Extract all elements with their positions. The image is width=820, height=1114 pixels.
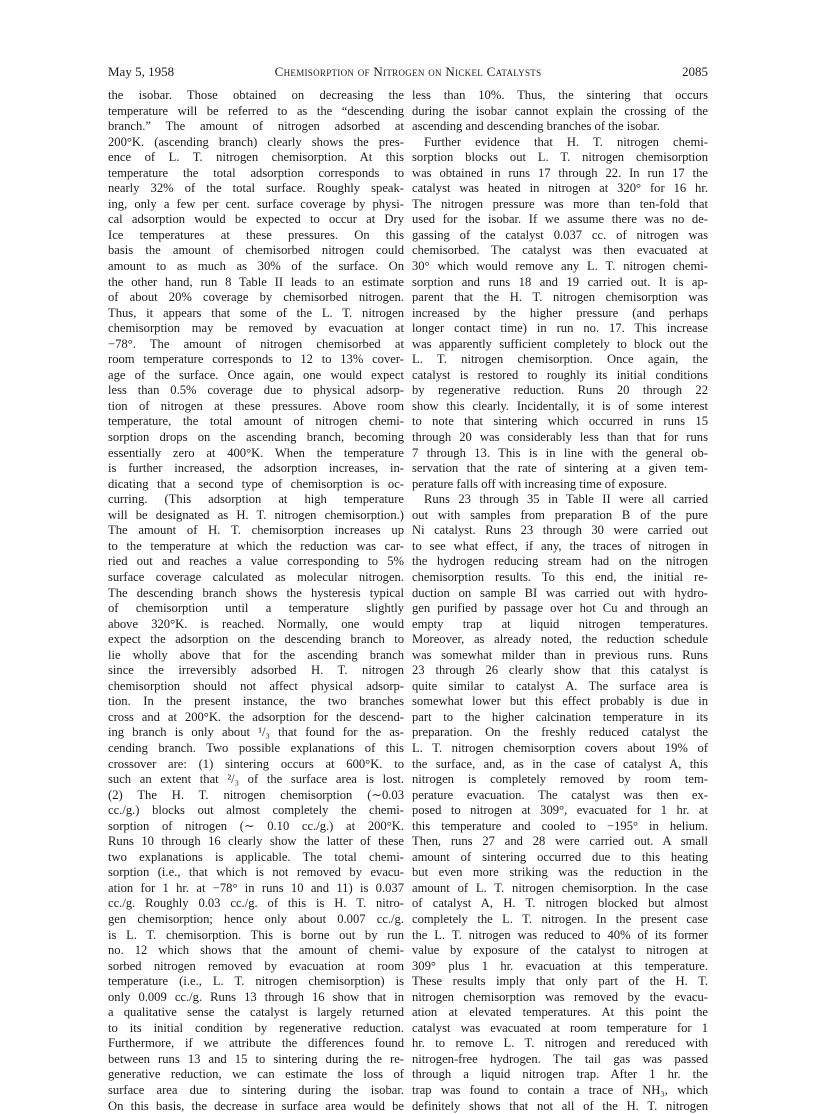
text-line: show this clearly. Incidentally, it is of some interest [412,398,708,413]
text-line: duction on sample BI was carried out with hydro- [412,585,708,600]
text-line: catalyst was heated in nitrogen at 320° for 16 hr. [412,181,708,196]
text-line: chemisorbed. The catalyst was then evacuated at [412,243,708,258]
text-line: gen purified by passage over hot Cu and through an [412,601,708,616]
text-line: sorption and runs 18 and 19 carried out. It is ap- [412,274,708,289]
text-line: Further evidence that H. T. nitrogen chemi- [424,134,708,149]
text-line: out with samples from preparation B of the pure [412,507,708,522]
text-line: amount of sintering occurred due to this heating [412,849,708,864]
text-line: branch.” The amount of nitrogen adsorbed at [108,119,404,134]
text-line: this temperature and cooled to −195° in helium. [412,818,708,833]
text-line: parent that the H. T. nitrogen chemisorption was [412,290,708,305]
text-line: chemisorption results. To this end, the initial re- [412,569,708,584]
text-line: two explanations is applicable. The total chemi- [108,849,404,864]
text-line: since the irreversibly adsorbed H. T. nitrogen [108,663,404,678]
text-line: part to the higher calcination temperature in its [412,709,708,724]
text-line: On this basis, the decrease in surface area would be [108,1098,404,1113]
text-line: less than 10%. Thus, the sintering that occurs [412,88,708,102]
text-line: age of the surface. Once again, one would expect [108,367,404,382]
text-line: increased by the higher pressure (and perhaps [412,305,708,320]
text-line: was obtained in runs 17 through 22. In run 17 the [412,165,708,180]
text-line: temperature will be referred to as the “descending [108,103,404,118]
text-line: ing, only a few per cent. surface coverage by physi- [108,196,404,211]
text-line: cending branch. Two possible explanations of this [108,740,404,755]
text-line: Ice temperatures at these pressures. On this [108,227,404,242]
text-line: 30° which would remove any L. T. nitrogen chemi- [412,259,708,274]
text-line: ation for 1 hr. at −78° in runs 10 and 11) is 0.037 [108,880,404,895]
text-line: cross and at 200°K. the adsorption for the descend- [108,709,404,724]
text-line: cal adsorption would be expected to occur at Dry [108,212,404,227]
text-line: tion of nitrogen at these pressures. Above room [108,398,404,413]
text-line: surface area due to sintering during the isobar. [108,1083,404,1097]
text-line: temperature the total adsorption corresponds to [108,165,404,180]
text-line: gen chemisorption; hence only about 0.007 cc./g. [108,911,404,926]
text-line: −78°. The amount of nitrogen chemisorbed at [108,336,404,351]
header-date: May 5, 1958 [108,64,175,79]
text-line: Runs 23 through 35 in Table II were all carried [424,492,708,507]
text-line: nitrogen-free hydrogen. The tail gas was passed [412,1051,708,1066]
text-line: L. T. nitrogen chemisorption. Once again, the [412,352,708,367]
text-line: servation that the rate of sintering at a given tem- [412,461,708,476]
text-line: used for the isobar. If we assume there was no de- [412,212,708,227]
text-line: through a liquid nitrogen trap. After 1 hr. the [412,1067,708,1082]
text-line: chemisorption may be removed by evacuation at [108,321,404,336]
text-line: chemisorption should not affect physical adsorp- [108,678,404,693]
text-line: to see what effect, if any, the traces of nitrogen in [412,538,708,553]
text-line: temperature (i.e., L. T. nitrogen chemisorption) is [108,974,404,989]
text-line: Furthermore, if we attribute the differences found [108,1036,404,1051]
text-line: by regenerative reduction. Runs 20 through 22 [412,383,708,398]
text-line: 23 through 26 clearly show that this catalyst is [412,663,708,678]
page-number: 2085 [682,64,708,79]
text-line: lie wholly above that for the ascending branch [108,647,404,662]
text-line: 7 through 13. This is in line with the general ob- [412,445,708,460]
text-line: expect the adsorption on the descending branch to [108,632,404,647]
text-line: The amount of H. T. chemisorption increases up [108,523,404,538]
text-line: surface coverage calculated as molecular nitrogen. [108,569,404,584]
text-line: the isobar. Those obtained on decreasing the [108,88,404,102]
text-line: somewhat lower but this effect probably is due in [412,694,708,709]
text-line: 309° plus 1 hr. evacuation at this temperature. [412,958,708,973]
text-line: ence of L. T. nitrogen chemisorption. At this [108,150,404,165]
text-line: (2) The H. T. nitrogen chemisorption (∼0.03 [108,787,404,802]
text-line: was somewhat milder than in previous runs. Runs [412,647,708,662]
text-line: was apparently sufficient completely to block out the [412,336,708,351]
text-line: crossover are: (1) sintering occurs at 600°K. to [108,756,404,771]
text-line: temperature, the total amount of nitrogen chemi- [108,414,404,429]
text-line: completely the L. T. nitrogen. In the present case [412,911,708,926]
text-line: Runs 10 through 16 clearly show the latter of these [108,834,404,849]
text-line: sorption blocks out L. T. nitrogen chemisorption [412,150,708,165]
text-line: Moreover, as already noted, the reduction schedule [412,632,708,647]
text-line: nitrogen chemisorption was removed by the evacu- [412,989,708,1004]
text-line: ascending and descending branches of the isobar. [412,119,660,134]
text-line: a qualitative sense the catalyst is largely returned [108,1005,404,1020]
text-line: sorption (i.e., that which is not removed by evacu- [108,865,404,880]
text-line: ing branch is only about ¹/₃ that found for the as- [108,725,404,740]
text-line: Ni catalyst. Runs 23 through 30 were carried out [412,523,708,538]
text-line: the hydrogen reducing stream had on the nitrogen [412,554,708,569]
text-line: of about 20% coverage by chemisorbed nitrogen. [108,290,404,305]
text-line: no. 12 which shows that the amount of chemi- [108,943,404,958]
text-line: of chemisorption until a temperature slightly [108,601,404,616]
header-title: Chemisorption of Nitrogen on Nickel Catalysts [274,64,542,79]
text-line: nearly 32% of the total surface. Roughly speak- [108,181,404,196]
text-line: tion. In the present instance, the two branches [108,694,404,709]
text-line: sorbed nitrogen removed by evacuation at room [108,958,404,973]
text-line: cc./g.) blocks out almost completely the chemi- [108,803,404,818]
text-line: less than 0.5% coverage due to physical adsorp- [108,383,404,398]
text-line: catalyst was evacuated at room temperature for 1 [412,1020,708,1035]
text-line: definitely shows that not all of the H. T. nitrogen [412,1098,708,1113]
text-line: only 0.009 cc./g. Runs 13 through 16 show that in [108,989,404,1004]
text-line: These results imply that only part of the H. T. [412,974,708,989]
text-line: but even more striking was the reduction in the [412,865,708,880]
text-line: room temperature corresponds to 12 to 13% cover- [108,352,404,367]
text-line: to its initial condition by regenerative reduction. [108,1020,404,1035]
text-line: through 20 was considerably less than that for runs [412,430,708,445]
text-line: is further increased, the adsorption increases, in- [108,461,404,476]
text-line: gassing of the catalyst 0.037 cc. of nitrogen was [412,227,708,242]
text-line: posed to nitrogen at 309°, evacuated for 1 hr. at [412,803,708,818]
text-line: curring. (This adsorption at high temperature [108,492,404,507]
text-line: cc./g. Roughly 0.03 cc./g. of this is H. T. nitro- [108,896,404,911]
text-line: hr. to remove L. T. nitrogen and rereduced with [412,1036,708,1051]
text-line: basis the amount of chemisorbed nitrogen could [108,243,404,258]
text-line: The descending branch shows the hysteresis typical [108,585,404,600]
text-line: to note that sintering which occurred in runs 15 [412,414,708,429]
text-line: ried out and reaches a value corresponding to 5% [108,554,404,569]
text-line: empty trap at liquid nitrogen temperatures. [412,616,708,631]
text-line: catalyst is restored to roughly its initial conditions [412,367,708,382]
text-line: Then, runs 27 and 28 were carried out. A small [412,834,708,849]
text-line: nitrogen is completely removed by room tem- [412,772,708,787]
text-line: trap was found to contain a trace of NH₃, which [412,1083,708,1097]
left-column [108,88,404,1114]
text-line: value by exposure of the catalyst to nitrogen at [412,943,708,958]
running-header [108,64,708,80]
text-line: to the temperature at which the reduction was car- [108,538,404,553]
text-line: the surface, and, as in the case of catalyst A, this [412,756,708,771]
text-line: amount to as much as 30% of the surface. On [108,259,404,274]
text-line: between runs 13 and 15 to sintering during the re- [108,1051,404,1066]
text-line: such an extent that ²/₃ of the surface area is lost. [108,772,404,787]
text-line: above 320°K. is reached. Normally, one would [108,616,404,631]
text-line: preparation. On the freshly reduced catalyst the [412,725,708,740]
text-line: will be designated as H. T. nitrogen chemisorption.) [108,507,404,522]
text-line: sorption of nitrogen (∼ 0.10 cc./g.) at 200°K. [108,818,404,833]
text-line: perature falls off with increasing time of exposure. [412,476,668,491]
text-line: ation at elevated temperatures. At this point the [412,1005,708,1020]
text-line: the other hand, run 8 Table II leads to an estimate [108,274,404,289]
text-line: generative reduction, we can estimate the loss of [108,1067,404,1082]
text-line: amount of L. T. nitrogen chemisorption. In the case [412,880,708,895]
text-line: essentially zero at 400°K. When the temperature [108,445,404,460]
text-line: during the isobar cannot explain the crossing of the [412,103,708,118]
right-column [412,88,708,1114]
text-line: 200°K. (ascending branch) clearly shows the pres- [108,134,404,149]
text-line: dicating that a second type of chemisorption is oc- [108,476,404,491]
text-line: The nitrogen pressure was more than ten-fold that [412,196,708,211]
text-line: L. T. nitrogen chemisorption covers about 19% of [412,740,708,755]
text-line: is L. T. chemisorption. This is borne out by run [108,927,404,942]
text-line: sorption drops on the ascending branch, becoming [108,430,404,445]
text-line: quite similar to catalyst A. The surface area is [412,678,708,693]
text-line: Thus, it appears that some of the L. T. nitrogen [108,305,404,320]
text-line: perature evacuation. The catalyst was then ex- [412,787,708,802]
text-line: longer contact time) in run no. 17. This increase [412,321,708,336]
text-line: of catalyst A, H. T. nitrogen blocked but almost [412,896,708,911]
text-line: the L. T. nitrogen was reduced to 40% of its former [412,927,708,942]
